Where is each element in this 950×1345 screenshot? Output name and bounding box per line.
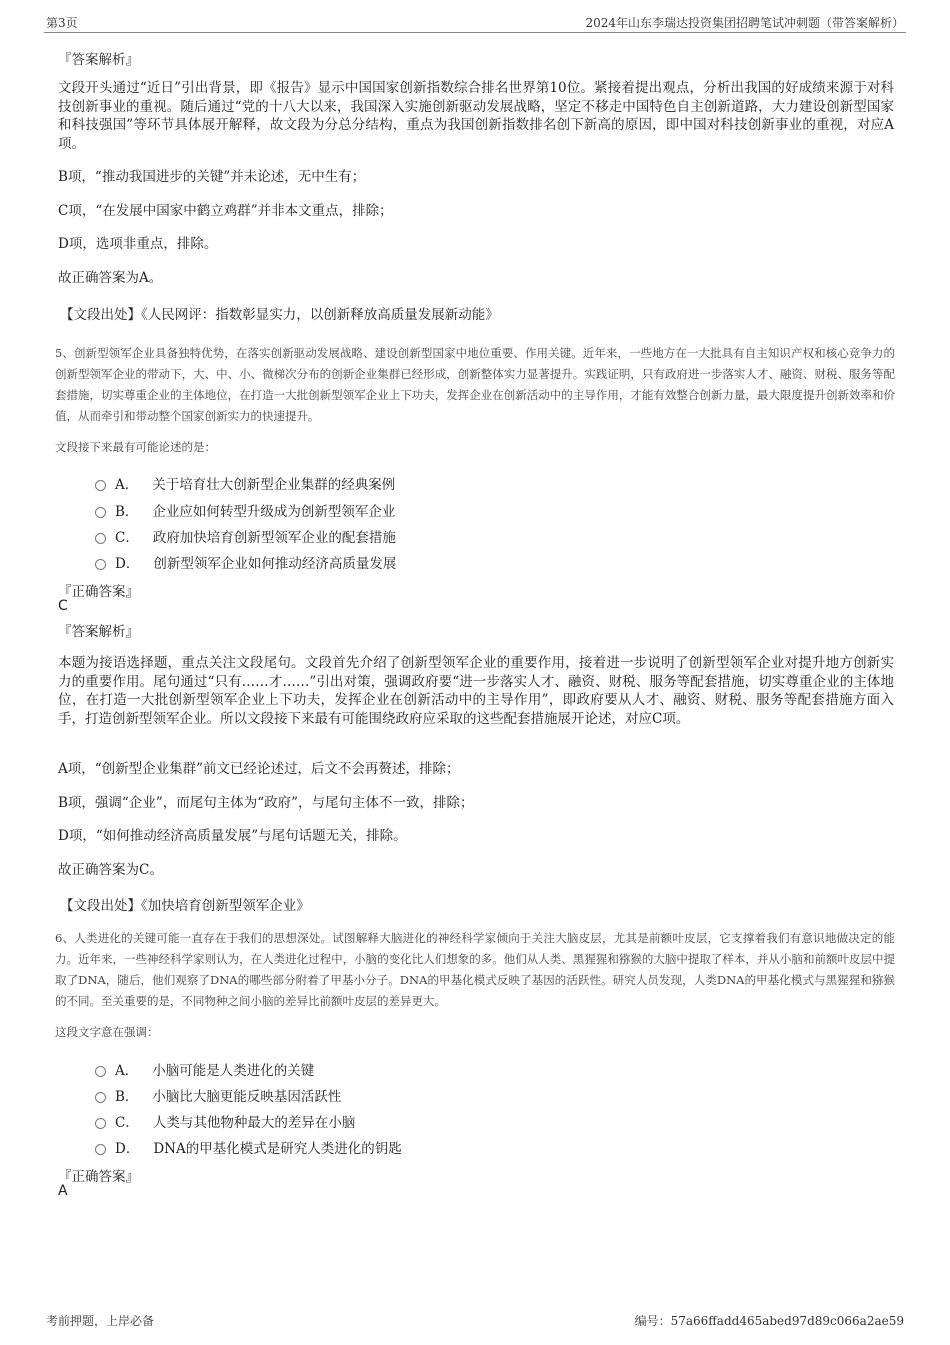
question-5-text: 5、创新型领军企业具备独特优势，在落实创新驱动发展战略、建设创新型国家中地位重要、作用关键。近年来，一些地方在一大批具有自主知识产权和核心竞争力的创新型领军企业的带动下，大、中、小、微梯次分布的创新企业集群已经形成，创新整体实力显著提升。实践证明，只有政府进一步落实人才、融资、财税、服务等配套措施，切实尊重企业的主体地位，在打造一大批创新型领军企业上下功夫，发挥企业在创新活动中的主导作用，才能有效整合创新力量，最大限度提升创新效率和价值，从而牵引和带动整个国家创新实力的快速提升。	[55, 346, 895, 423]
option-text: 政府加快培育创新型领军企业的配套措施	[152, 530, 396, 546]
analysis-label: 『答案解析』	[58, 52, 139, 68]
question-5-prompt: 文段接下来最有可能论述的是：	[55, 440, 216, 454]
document-code: 编号：57a66ffadd465abed97d89c066a2ae59	[634, 1314, 904, 1328]
footer-slogan: 考前押题，上岸必备	[46, 1314, 155, 1328]
option-text: 小脑比大脑更能反映基因活跃性	[152, 1089, 342, 1105]
correct-answer-label: 『正确答案』	[58, 1169, 139, 1185]
correct-answer-label: 『正确答案』	[58, 584, 139, 600]
page-header	[44, 14, 906, 33]
option-key: A．	[115, 477, 139, 493]
radio-icon[interactable]	[95, 1118, 106, 1129]
analysis-line: A项，“创新型企业集群”前文已经论述过，后文不会再赘述，排除；	[58, 761, 460, 777]
page-number: 第3页	[46, 16, 78, 30]
option-key: D．	[115, 556, 140, 572]
radio-icon[interactable]	[95, 507, 106, 518]
option-key: D．	[115, 1141, 140, 1157]
option-text: 关于培育壮大创新型企业集群的经典案例	[152, 477, 396, 493]
analysis-label: 『答案解析』	[58, 624, 139, 640]
option-text: 企业应如何转型升级成为创新型领军企业	[152, 504, 396, 520]
analysis-conclusion: 故正确答案为A。	[58, 270, 163, 286]
question-5-option-b[interactable]	[95, 500, 395, 520]
option-text: 创新型领军企业如何推动经济高质量发展	[153, 556, 397, 572]
option-key: B．	[115, 1089, 139, 1105]
option-key: B．	[115, 504, 139, 520]
radio-icon[interactable]	[95, 559, 106, 570]
source-citation: 【文段出处】《加快培育创新型领军企业》	[60, 898, 310, 914]
question-6-option-c[interactable]	[95, 1111, 355, 1131]
option-key: C．	[115, 1115, 139, 1131]
question-5-option-a[interactable]	[95, 473, 395, 493]
analysis-line: C项，“在发展中国家中鹤立鸡群”并非本文重点，排除；	[58, 203, 393, 219]
question-6-option-d[interactable]	[95, 1137, 402, 1157]
source-citation: 【文段出处】《人民网评：指数彰显实力，以创新释放高质量发展新动能》	[60, 307, 499, 323]
analysis-paragraph: 文段开头通过“近日”引出背景，即《报告》显示中国国家创新指数综合排名世界第10位。紧接着提出观点，分析出我国的好成绩来源于对科技创新事业的重视。随后通过“党的十八大以来，我国深入实施创新驱动发展战略，坚定不移走中国特色自主创新道路，大力建设创新型国家和科技强国”等环节具体展开解释，故文段为分总分结构，重点为我国创新指数排名创下新高的原因，即中国对科技创新事业的重视，对应A项。	[58, 80, 894, 152]
question-6-option-a[interactable]	[95, 1059, 314, 1079]
correct-answer: A	[58, 1183, 68, 1199]
option-text: 小脑可能是人类进化的关键	[152, 1063, 315, 1079]
question-6-option-b[interactable]	[95, 1085, 341, 1105]
option-text: 人类与其他物种最大的差异在小脑	[152, 1115, 356, 1131]
radio-icon[interactable]	[95, 1144, 106, 1155]
radio-icon[interactable]	[95, 1092, 106, 1103]
question-6-text: 6、人类进化的关键可能一直存在于我们的思想深处。试图解释大脑进化的神经科学家倾向于关注大脑皮层，尤其是前额叶皮层，它支撑着我们有意识地做决定的能力。近年来，一些神经科学家则认为，在人类进化过程中，小脑的变化比人们想象的多。他们从人类、黑猩猩和猕猴的大脑中提取了样本，并从小脑和前额叶皮层中提取了DNA，随后，他们观察了DNA的哪些部分附着了甲基小分子。DNA的甲基化模式反映了基因的活跃性。研究人员发现，人类DNA的甲基化模式与黑猩猩和猕猴的不同。至关重要的是，不同物种之间小脑的差异比前额叶皮层的差异更大。	[55, 931, 895, 1008]
analysis-line: D项，选项非重点，排除。	[58, 236, 218, 252]
analysis-line: B项，强调“企业”，而尾句主体为“政府”，与尾句主体不一致，排除；	[58, 795, 474, 811]
analysis-paragraph: 本题为接语选择题，重点关注文段尾句。文段首先介绍了创新型领军企业的重要作用，接着进一步说明了创新型领军企业对提升地方创新实力的重要作用。尾句通过“只有……才……”引出对策，强调政府要“进一步落实人才、融资、财税、服务等配套措施，切实尊重企业的主体地位，在打造一大批创新型领军企业上下功夫，发挥企业在创新活动中的主导作用”，即政府要从人才、融资、财税、服务等配套措施方面入手，打造创新型领军企业。所以文段接下来最有可能围绕政府应采取的这些配套措施展开论述，对应C项。	[58, 655, 894, 727]
question-5-option-c[interactable]	[95, 526, 396, 546]
question-5-option-d[interactable]	[95, 552, 396, 572]
radio-icon[interactable]	[95, 533, 106, 544]
analysis-line: B项，“推动我国进步的关键”并未论述，无中生有；	[58, 169, 366, 185]
option-key: C．	[115, 530, 139, 546]
correct-answer: C	[58, 598, 68, 614]
analysis-conclusion: 故正确答案为C。	[58, 862, 163, 878]
document-title: 2024年山东李瑞达投资集团招聘笔试冲刺题（带答案解析）	[585, 16, 904, 30]
radio-icon[interactable]	[95, 480, 106, 491]
option-text: DNA的甲基化模式是研究人类进化的钥匙	[153, 1141, 402, 1157]
radio-icon[interactable]	[95, 1066, 106, 1077]
option-key: A．	[115, 1063, 139, 1079]
analysis-line: D项，“如何推动经济高质量发展”与尾句话题无关，排除。	[58, 828, 407, 844]
question-6-prompt: 这段文字意在强调：	[55, 1025, 159, 1039]
